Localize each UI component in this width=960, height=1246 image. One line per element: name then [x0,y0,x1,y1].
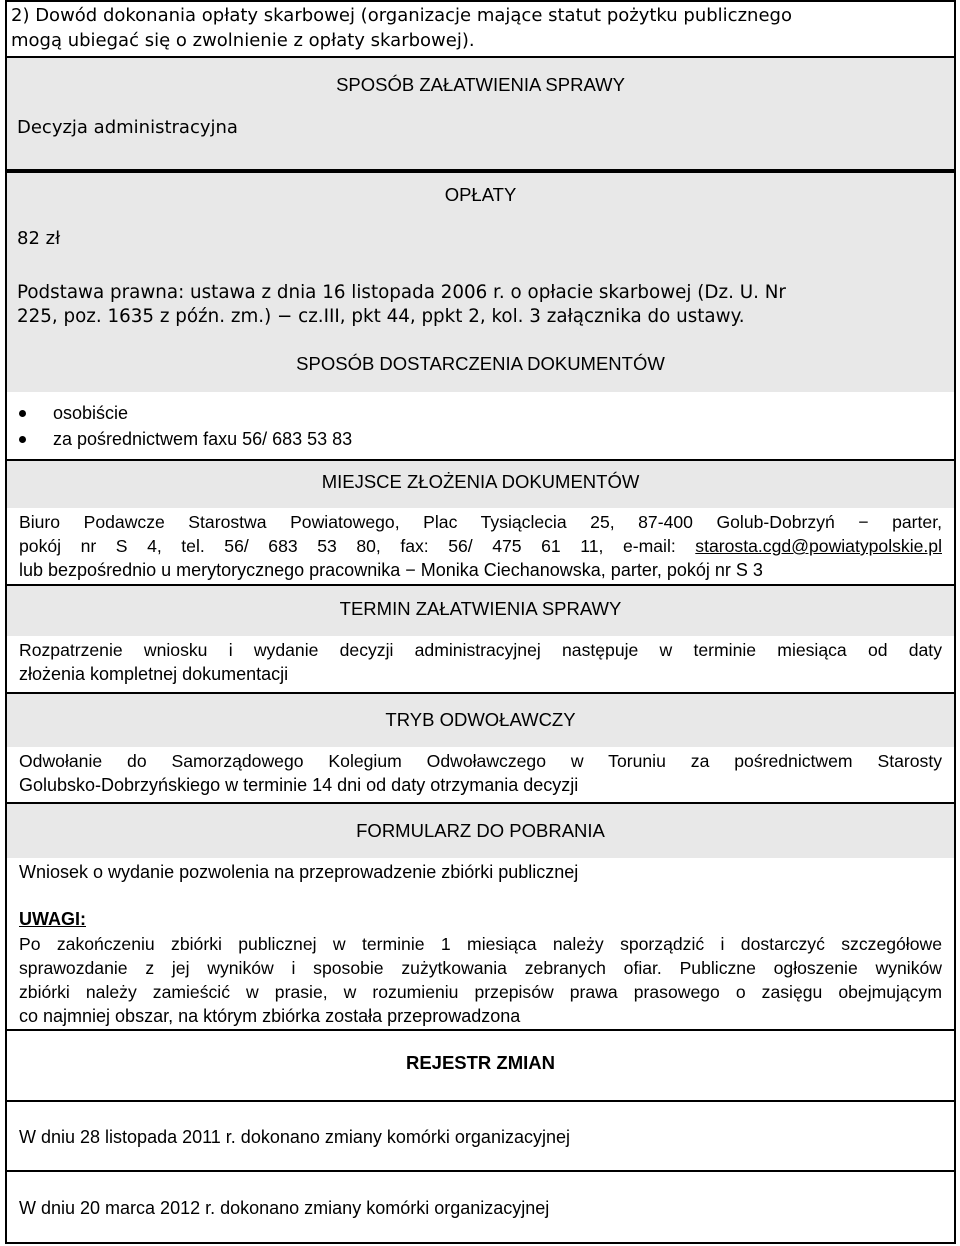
delivery-heading: SPOSÓB DOSTARCZENIA DOKUMENTÓW [296,353,665,374]
changes-heading: REJESTR ZMIAN [405,1052,556,1073]
divider [7,1029,954,1031]
divider [7,1100,954,1102]
document-frame [5,0,956,1244]
delivery-item: osobiście [53,403,129,423]
fees-heading: OPŁATY [444,184,517,205]
forms-heading: FORMULARZ DO POBRANIA [356,820,605,841]
notes-line-3: zbiórki należy zamieścić w prasie, w rozumieniu przepisów prawa prasowego o zasięgu obejmującym [19,982,942,1002]
handling-value: Decyzja administracyjna [17,117,238,138]
delivery-item: za pośrednictwem faxu 56/ 683 53 83 [53,429,353,449]
legal-basis-line-1: Podstawa prawna: ustawa z dnia 16 listopada 2006 r. o opłacie skarbowej (Dz. U. Nr [17,282,786,303]
bullet-icon [19,410,26,417]
change-entry: W dniu 20 marca 2012 r. dokonano zmiany komórki organizacyjnej [19,1198,550,1218]
divider [7,0,954,2]
divider [7,1170,954,1172]
fee-proof-line-1: 2) Dowód dokonania opłaty skarbowej (organizacje mające statut pożytku publicznego [11,5,792,26]
deadline-line-2: złożenia kompletnej dokumentacji [19,664,289,684]
deadline-line-1: Rozpatrzenie wniosku i wydanie decyzji administracyjnej następuje w terminie miesiąca od daty [19,640,942,660]
deadline-heading: TERMIN ZAŁATWIENIA SPRAWY [339,598,622,619]
email-link[interactable]: starosta.cgd@powiatypolskie.pl [695,536,942,556]
place-line-2 [19,534,942,558]
place-heading: MIEJSCE ZŁOŻENIA DOKUMENTÓW [321,471,640,492]
fee-proof-line-2: mogą ubiegać się o zwolnienie z opłaty skarbowej). [11,30,475,51]
legal-basis-line-2: 225, poz. 1635 z późn. zm.) − cz.III, pkt 44, ppkt 2, kol. 3 załącznika do ustawy. [17,306,745,327]
handling-heading: SPOSÓB ZAŁATWIENIA SPRAWY [336,74,625,95]
notes-label: UWAGI: [19,909,86,929]
bullet-icon [19,436,26,443]
notes-line-4: co najmniej obszar, na którym zbiórka została przeprowadzona [19,1006,521,1026]
notes-line-1: Po zakończeniu zbiórki publicznej w terminie 1 miesiąca należy sporządzić i dostarczyć szczegółowe [19,934,942,954]
fee-amount: 82 zł [17,228,61,249]
appeal-line-1: Odwołanie do Samorządowego Kolegium Odwoławczego w Toruniu za pośrednictwem Starosty [19,751,942,771]
place-line-3: lub bezpośrednio u merytorycznego pracownika − Monika Ciechanowska, parter, pokój nr S 3 [19,560,763,580]
place-line-2-text: pokój nr S 4, tel. 56/ 683 53 80, fax: 56/ 475 61 11, e-mail: [19,536,676,556]
appeal-heading: TRYB ODWOŁAWCZY [385,709,576,730]
notes-line-2: sprawozdanie z jej wyników i sposobie zużytkowania zebranych ofiar. Publiczne ogłoszenie wyników [19,958,942,978]
place-line-1: Biuro Podawcze Starostwa Powiatowego, Plac Tysiąclecia 25, 87-400 Golub-Dobrzyń − parter, [19,512,942,532]
appeal-line-2: Golubsko-Dobrzyńskiego w terminie 14 dni od daty otrzymania decyzji [19,775,579,795]
change-entry: W dniu 28 listopada 2011 r. dokonano zmiany komórki organizacyjnej [19,1127,570,1147]
form-download-item: Wniosek o wydanie pozwolenia na przeprowadzenie zbiórki publicznej [19,862,579,882]
